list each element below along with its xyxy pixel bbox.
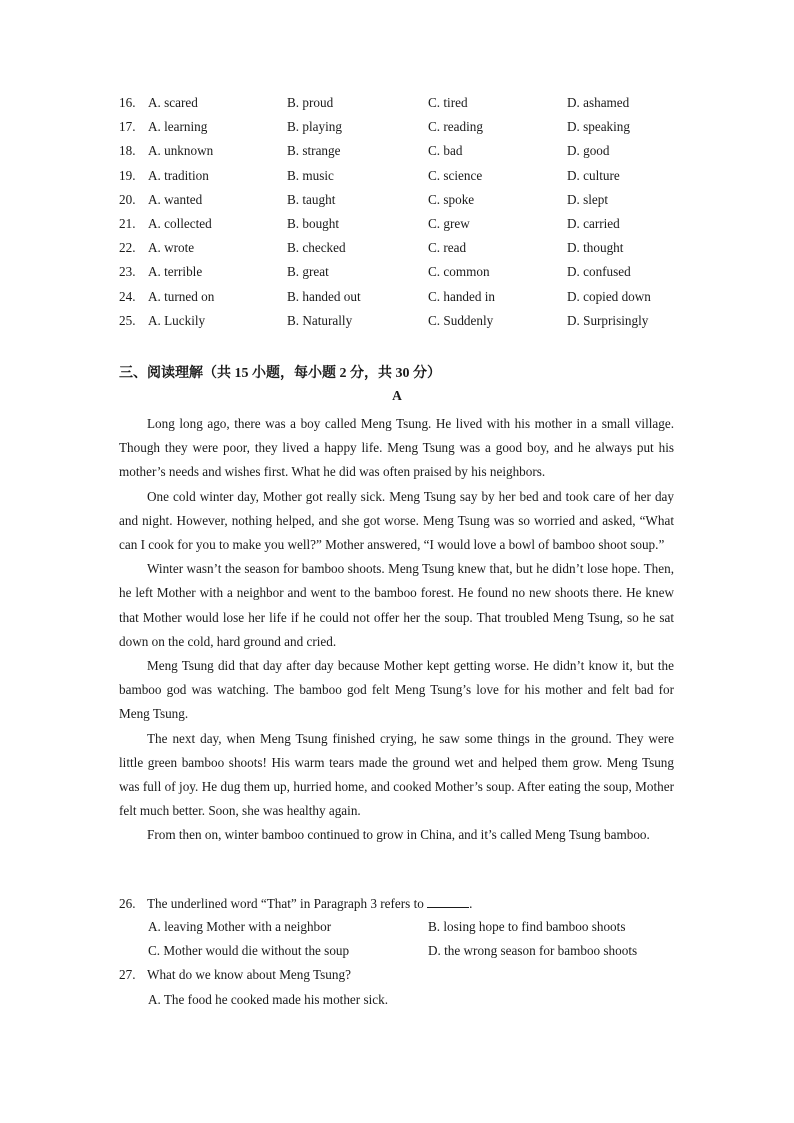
option-c[interactable]: C. reading	[428, 119, 483, 135]
option-number: 22.	[119, 240, 136, 256]
question-stem: The underlined word “That” in Paragraph 3 refers to	[147, 896, 424, 911]
option-b[interactable]: B. playing	[287, 119, 342, 135]
option-row	[0, 119, 794, 139]
option-number: 24.	[119, 288, 136, 304]
option-d[interactable]: D. copied down	[567, 288, 651, 304]
option-a[interactable]: A. turned on	[148, 288, 215, 304]
option-number: 23.	[119, 264, 136, 280]
option-a[interactable]: A. learning	[148, 119, 208, 135]
option-c[interactable]: C. read	[428, 240, 467, 256]
option-c[interactable]: C. science	[428, 167, 483, 183]
option-row	[0, 264, 794, 284]
option-a[interactable]: A. wrote	[148, 240, 195, 256]
passage-paragraph: Meng Tsung did that day after day because Mother kept getting worse. He didn’t know it, but the bamboo god was watching. The bamboo god felt Meng Tsung’s love for his mother and felt bad for Meng Tsung.	[119, 658, 674, 722]
option-d[interactable]: D. culture	[567, 167, 620, 183]
option-c[interactable]: C. spoke	[428, 191, 475, 207]
question-number: 27.	[119, 967, 136, 982]
option-d[interactable]: D. thought	[567, 240, 624, 256]
passage-paragraph: Long long ago, there was a boy called Meng Tsung. He lived with his mother in a small village. Though they were poor, they lived a happy life. Meng Tsung was a good boy, and he always put his mother’s needs and wishes first. What he did was often praised by his neighbors.	[119, 416, 674, 480]
option-row	[0, 289, 794, 309]
option-number: 21.	[119, 216, 136, 231]
option-b[interactable]: B. music	[287, 167, 334, 183]
question-stem: What do we know about Meng Tsung?	[147, 967, 351, 982]
choice-b[interactable]: B. losing hope to find bamboo shoots	[428, 919, 626, 934]
option-c[interactable]: C. common	[428, 264, 490, 280]
option-number: 17.	[119, 119, 136, 135]
option-number: 20.	[119, 191, 136, 207]
option-a[interactable]: A. scared	[148, 95, 198, 110]
option-b[interactable]: B. proud	[287, 95, 334, 110]
option-row	[0, 143, 794, 163]
option-c[interactable]: C. handed in	[428, 288, 496, 304]
passage-paragraph: The next day, when Meng Tsung finished crying, he saw some things in the ground. They were little green bamboo shoots! His warm tears made the ground wet and helped them grow. Meng Tsung was full of joy. He dug them up, hurried home, and cooked Mother’s soup. After eating the soup, Mother felt much better. Soon, she was healthy again.	[119, 730, 674, 819]
option-d[interactable]: D. speaking	[567, 119, 630, 135]
option-d[interactable]: D. Surprisingly	[567, 312, 649, 328]
option-number: 19.	[119, 167, 136, 183]
option-c[interactable]: C. Suddenly	[428, 312, 494, 328]
question-27	[119, 967, 351, 983]
option-row	[0, 192, 794, 212]
option-b[interactable]: B. strange	[287, 143, 341, 159]
option-a[interactable]: A. terrible	[148, 264, 203, 280]
option-a[interactable]: A. unknown	[148, 143, 214, 159]
option-c[interactable]: C. bad	[428, 143, 463, 159]
reading-passage	[119, 412, 674, 848]
option-c[interactable]: C. grew	[428, 216, 470, 231]
option-number: 16.	[119, 95, 136, 110]
answer-blank	[427, 895, 469, 908]
option-a[interactable]: A. tradition	[148, 167, 209, 183]
passage-paragraph: Winter wasn’t the season for bamboo shoots. Meng Tsung knew that, but he didn’t lose hope. Then, he left Mother with a neighbor and went to the bamboo forest. He found no new shoots there. He knew that Mother would lose her life if he could not offer her the soup. That troubled Meng Tsung, so he sat down on the cold, hard ground and cried.	[119, 561, 674, 649]
passage-paragraph: From then on, winter bamboo continued to grow in China, and it’s called Meng Tsung bamboo.	[147, 827, 650, 843]
option-number: 25.	[119, 312, 136, 328]
option-b[interactable]: B. checked	[287, 240, 346, 256]
option-number: 18.	[119, 143, 136, 159]
choice-d[interactable]: D. the wrong season for bamboo shoots	[428, 943, 638, 958]
option-d[interactable]: D. confused	[567, 264, 631, 280]
option-b[interactable]: B. Naturally	[287, 312, 353, 328]
option-d[interactable]: D. ashamed	[567, 95, 630, 110]
option-row	[0, 313, 794, 333]
choice-a[interactable]: A. leaving Mother with a neighbor	[148, 919, 332, 934]
choice-c[interactable]: C. Mother would die without the soup	[148, 943, 350, 958]
option-c[interactable]: C. tired	[428, 95, 468, 110]
option-a[interactable]: A. wanted	[148, 191, 203, 207]
passage-label: A	[392, 388, 402, 403]
option-b[interactable]: B. bought	[287, 216, 340, 231]
option-d[interactable]: D. good	[567, 143, 610, 159]
option-row	[0, 168, 794, 188]
option-a[interactable]: A. Luckily	[148, 312, 206, 328]
section-title: 三、阅读理解（共 15 小题，每小题 2 分，共 30 分）	[119, 366, 441, 381]
option-row	[0, 95, 794, 115]
option-b[interactable]: B. great	[287, 264, 329, 280]
option-row	[0, 216, 794, 236]
option-b[interactable]: B. taught	[287, 191, 336, 207]
option-a[interactable]: A. collected	[148, 216, 212, 231]
stem-period: .	[469, 896, 473, 911]
passage-paragraph: One cold winter day, Mother got really sick. Meng Tsung say by her bed and took care of her day and night. However, nothing helped, and she got worse. Meng Tsung was so worried and asked, “What can I cook for you to make you well?” Mother answered, “I would love a bowl of bamboo shoot soup.”	[119, 488, 674, 553]
choice-a[interactable]: A. The food he cooked made his mother sick.	[148, 992, 389, 1007]
question-26	[119, 895, 472, 912]
option-d[interactable]: D. slept	[567, 191, 609, 207]
option-b[interactable]: B. handed out	[287, 288, 361, 304]
option-row	[0, 240, 794, 260]
question-number: 26.	[119, 896, 136, 911]
option-d[interactable]: D. carried	[567, 216, 620, 231]
